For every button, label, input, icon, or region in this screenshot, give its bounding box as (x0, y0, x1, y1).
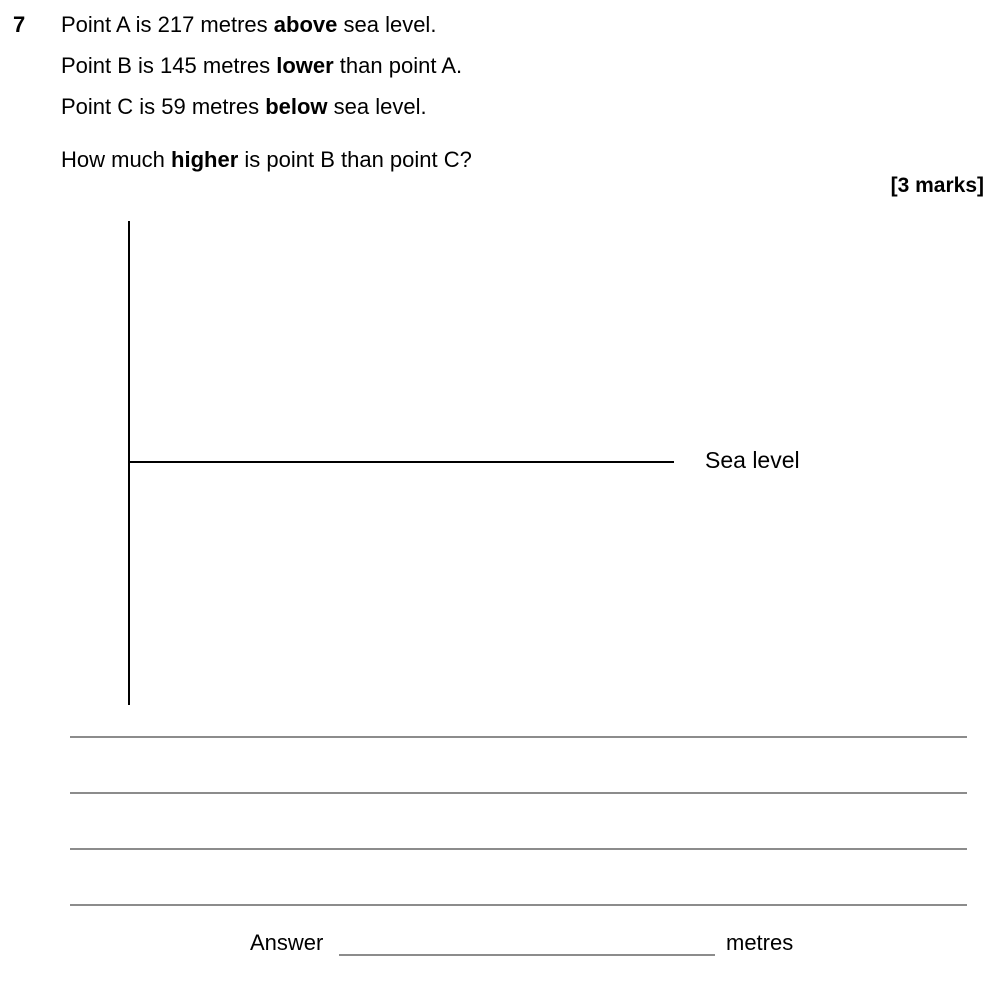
statement-keyword: lower (276, 53, 334, 78)
statement-point-c (61, 94, 427, 120)
working-line[interactable] (70, 904, 967, 906)
statement-text: Point C is 59 metres (61, 94, 266, 119)
statement-text: sea level. (327, 94, 427, 119)
statement-keyword: below (265, 94, 328, 119)
statement-point-b (61, 53, 462, 79)
prompt-text: How much (61, 147, 172, 172)
question-number: 7 (13, 12, 26, 37)
prompt-text: is point B than point C? (238, 147, 472, 172)
sea-level-line (128, 461, 674, 463)
statement-text: sea level. (337, 12, 437, 37)
sea-level-label: Sea level (705, 447, 800, 473)
statement-point-a (61, 12, 436, 38)
question-prompt (61, 147, 472, 173)
statement-text: than point A. (333, 53, 463, 78)
working-line[interactable] (70, 736, 967, 738)
statement-text: Point A is 217 metres (61, 12, 274, 37)
answer-input-line[interactable] (339, 954, 715, 956)
answer-unit: metres (726, 930, 794, 955)
statement-keyword: above (273, 12, 338, 37)
marks-label: [3 marks] (890, 174, 984, 197)
vertical-axis-line (128, 221, 130, 705)
prompt-keyword: higher (171, 147, 239, 172)
answer-label: Answer (250, 930, 324, 955)
working-line[interactable] (70, 792, 967, 794)
working-line[interactable] (70, 848, 967, 850)
statement-text: Point B is 145 metres (61, 53, 277, 78)
